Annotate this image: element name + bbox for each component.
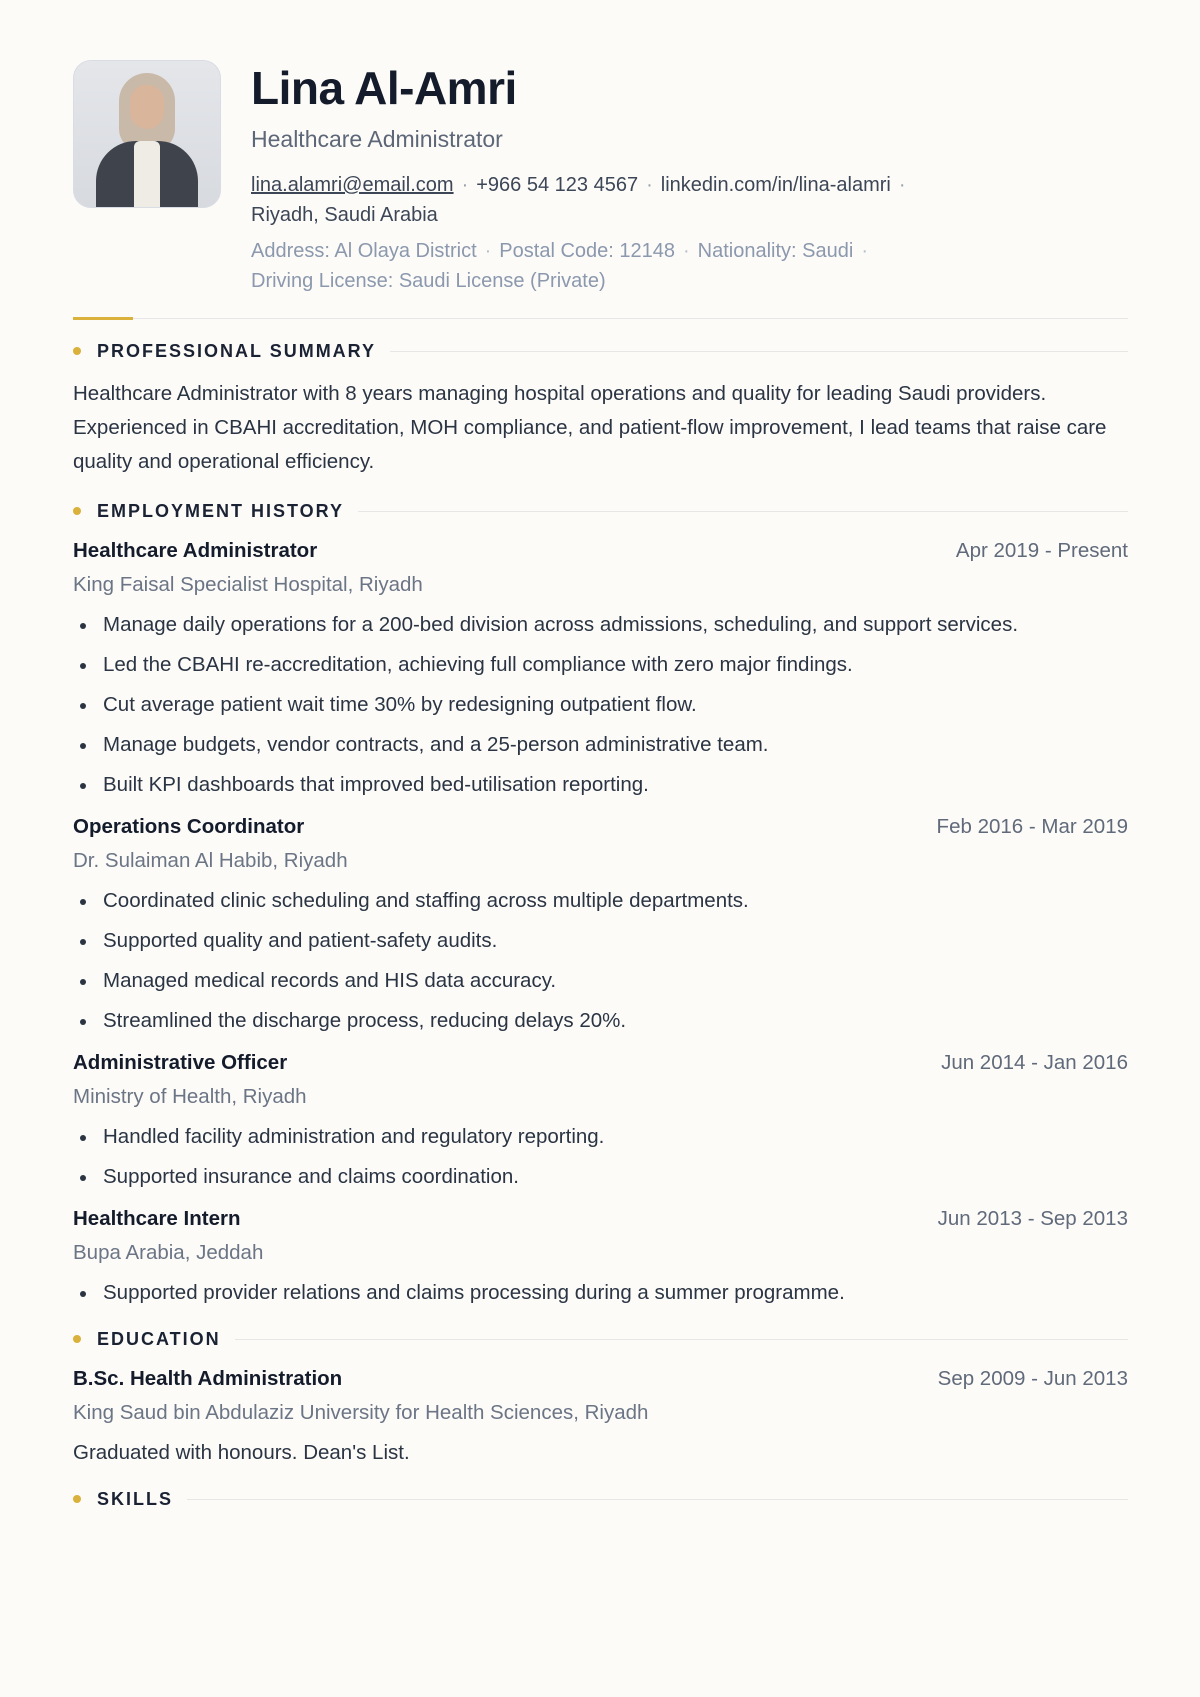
job-dates: Jun 2014 - Jan 2016 [941, 1051, 1128, 1074]
section-label: EDUCATION [97, 1328, 221, 1349]
bullet-item: Manage daily operations for a 200-bed division across admissions, scheduling, and support services. [73, 611, 1128, 639]
job-organization: Ministry of Health, Riyadh [73, 1085, 307, 1108]
job-entry [73, 1207, 1128, 1307]
section-label: SKILLS [97, 1488, 174, 1509]
bullet-item: Manage budgets, vendor contracts, and a 25-person administrative team. [73, 731, 1128, 759]
bullet-item: Led the CBAHI re-accreditation, achieving full compliance with zero major findings. [73, 651, 1128, 679]
bullet-item: Streamlined the discharge process, reducing delays 20%. [73, 1007, 1128, 1035]
school: King Saud bin Abdulaziz University for Health Sciences, Riyadh [73, 1401, 649, 1424]
section-heading-summary [73, 339, 1128, 363]
section-dot-icon [73, 1495, 81, 1503]
summary-text: Healthcare Administrator with 8 years managing hospital operations and quality for leading Saudi providers. Experienced in CBAHI accreditation, MOH compliance, and patient-flow improvement, I lead teams that raise care quality and operational efficiency. [73, 382, 1107, 473]
section-rule [187, 1499, 1128, 1500]
email-link[interactable]: lina.alamri@email.com [251, 174, 454, 196]
contact-line [251, 170, 1011, 230]
job-dates: Feb 2016 - Mar 2019 [936, 815, 1128, 838]
section-rule [358, 511, 1128, 512]
bullet-item: Coordinated clinic scheduling and staffing across multiple departments. [73, 887, 1128, 915]
section-heading-education [73, 1327, 1128, 1351]
bullet-item: Built KPI dashboards that improved bed-utilisation reporting. [73, 771, 1128, 799]
section-label: EMPLOYMENT HISTORY [97, 500, 345, 521]
job-entry [73, 815, 1128, 1035]
separator: · [461, 174, 469, 196]
section-label: PROFESSIONAL SUMMARY [97, 340, 377, 361]
nationality: Nationality: Saudi [697, 240, 854, 262]
location: Riyadh, Saudi Arabia [251, 204, 438, 226]
degree: B.Sc. Health Administration [73, 1367, 343, 1390]
candidate-title: Healthcare Administrator [251, 126, 503, 152]
job-bullets [73, 1123, 1128, 1191]
driving-license: Driving License: Saudi License (Private) [251, 270, 606, 292]
job-entry [73, 539, 1128, 799]
bullet-item: Supported insurance and claims coordination. [73, 1163, 1128, 1191]
job-bullets [73, 1279, 1128, 1307]
bullet-item: Cut average patient wait time 30% by redesigning outpatient flow. [73, 691, 1128, 719]
section-heading-employment [73, 499, 1128, 523]
header-divider-accent [73, 317, 133, 320]
job-organization: Bupa Arabia, Jeddah [73, 1241, 264, 1264]
section-dot-icon [73, 1335, 81, 1343]
section-dot-icon [73, 507, 81, 515]
job-entry [73, 1051, 1128, 1191]
separator: · [861, 240, 868, 262]
bullet-item: Supported provider relations and claims processing during a summer programme. [73, 1279, 1128, 1307]
bullet-item: Supported quality and patient-safety audits. [73, 927, 1128, 955]
job-role: Healthcare Administrator [73, 539, 318, 562]
job-dates: Jun 2013 - Sep 2013 [937, 1207, 1128, 1230]
education-note: Graduated with honours. Dean's List. [73, 1441, 410, 1464]
bullet-item: Managed medical records and HIS data accuracy. [73, 967, 1128, 995]
header-text [251, 60, 1011, 296]
job-role: Healthcare Intern [73, 1207, 241, 1230]
photo-blouse-shape [134, 141, 160, 207]
job-organization: Dr. Sulaiman Al Habib, Riyadh [73, 849, 348, 872]
job-dates: Apr 2019 - Present [955, 539, 1128, 562]
postal-code: Postal Code: 12148 [499, 240, 675, 262]
address: Address: Al Olaya District [251, 240, 477, 262]
job-role: Operations Coordinator [73, 815, 305, 838]
photo-face-shape [130, 85, 164, 129]
resume-header [73, 60, 1128, 296]
section-dot-icon [73, 347, 81, 355]
separator: · [646, 174, 653, 196]
education-entry [73, 1367, 1128, 1467]
education-dates: Sep 2009 - Jun 2013 [937, 1367, 1128, 1390]
linkedin-url[interactable]: linkedin.com/in/lina-alamri [660, 174, 891, 196]
job-bullets [73, 887, 1128, 1035]
phone-number: +966 54 123 4567 [476, 174, 639, 196]
profile-photo [73, 60, 221, 208]
section-rule [235, 1339, 1128, 1340]
section-rule [390, 351, 1128, 352]
separator: · [682, 240, 690, 262]
separator: · [484, 240, 492, 262]
job-role: Administrative Officer [73, 1051, 288, 1074]
candidate-name: Lina Al-Amri [251, 62, 517, 114]
header-divider [73, 318, 1128, 319]
bullet-item: Handled facility administration and regulatory reporting. [73, 1123, 1128, 1151]
separator: · [898, 174, 906, 196]
job-bullets [73, 611, 1128, 799]
personal-details-line [251, 236, 1011, 296]
job-organization: King Faisal Specialist Hospital, Riyadh [73, 573, 423, 596]
section-heading-skills [73, 1487, 1128, 1511]
